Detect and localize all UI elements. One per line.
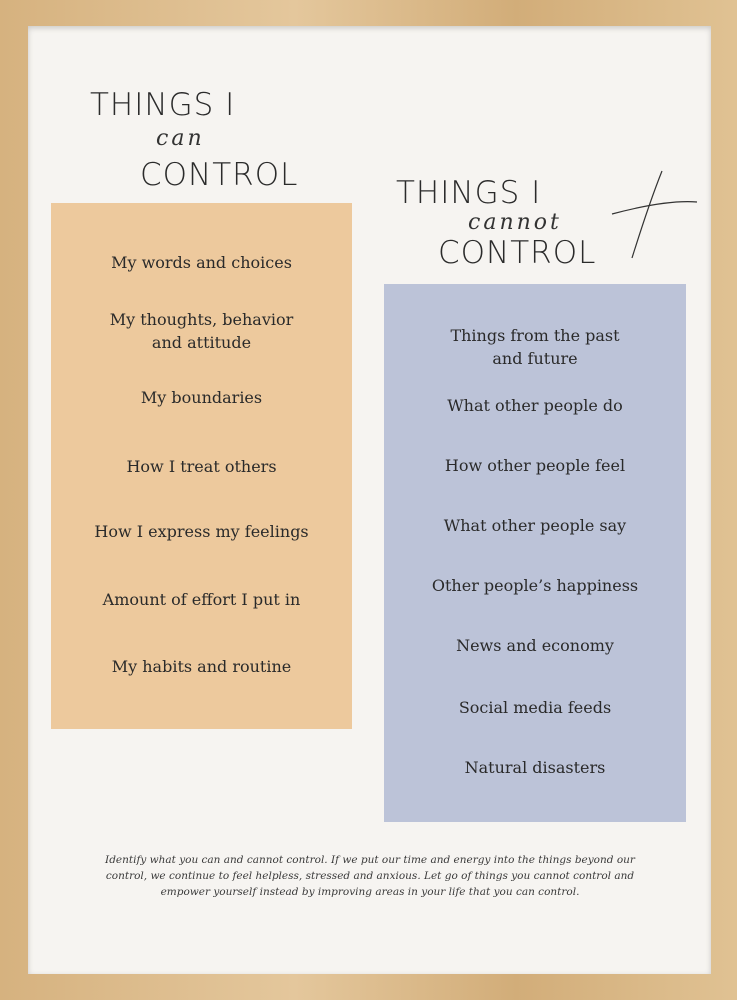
cannot-item: Things from the past and future bbox=[450, 326, 620, 368]
can-control-panel bbox=[51, 203, 352, 729]
footer-paragraph: Identify what you can and cannot control. If we put our time and energy into the things beyond our control, we continue to feel helpless, stressed and anxious. Let go of things you cannot control and empower yourself instead by improving areas in your life that you can control. bbox=[105, 854, 635, 898]
can-item: My words and choices bbox=[111, 253, 292, 272]
cannot-item: Social media feeds bbox=[458, 698, 612, 717]
script-flourish-icon bbox=[602, 166, 702, 266]
can-item: How I treat others bbox=[126, 457, 277, 476]
can-item: My thoughts, behavior and attitude bbox=[109, 310, 294, 352]
cannot-item: News and economy bbox=[456, 636, 614, 655]
poster bbox=[28, 26, 711, 974]
can-item: My habits and routine bbox=[111, 657, 292, 676]
heading-things-i-can-control bbox=[90, 88, 330, 218]
cannot-item: What other people say bbox=[443, 516, 627, 535]
heading-cannot-line3: CONTROL bbox=[438, 235, 597, 271]
cannot-item: Other people’s happiness bbox=[431, 576, 639, 595]
heading-can-script-word: can bbox=[156, 126, 205, 151]
can-item: My boundaries bbox=[140, 388, 263, 407]
heading-cannot-script-word: cannot bbox=[468, 210, 562, 235]
can-item: How I express my feelings bbox=[94, 522, 309, 541]
cannot-control-panel bbox=[384, 284, 686, 822]
heading-cannot-line1: THINGS I bbox=[396, 175, 542, 211]
cannot-item: How other people feel bbox=[444, 456, 626, 475]
cannot-item: What other people do bbox=[447, 396, 623, 415]
can-item: Amount of effort I put in bbox=[102, 590, 301, 609]
cannot-item: Natural disasters bbox=[464, 758, 606, 777]
heading-can-line1: THINGS I bbox=[90, 87, 236, 123]
heading-can-line3: CONTROL bbox=[140, 157, 299, 193]
